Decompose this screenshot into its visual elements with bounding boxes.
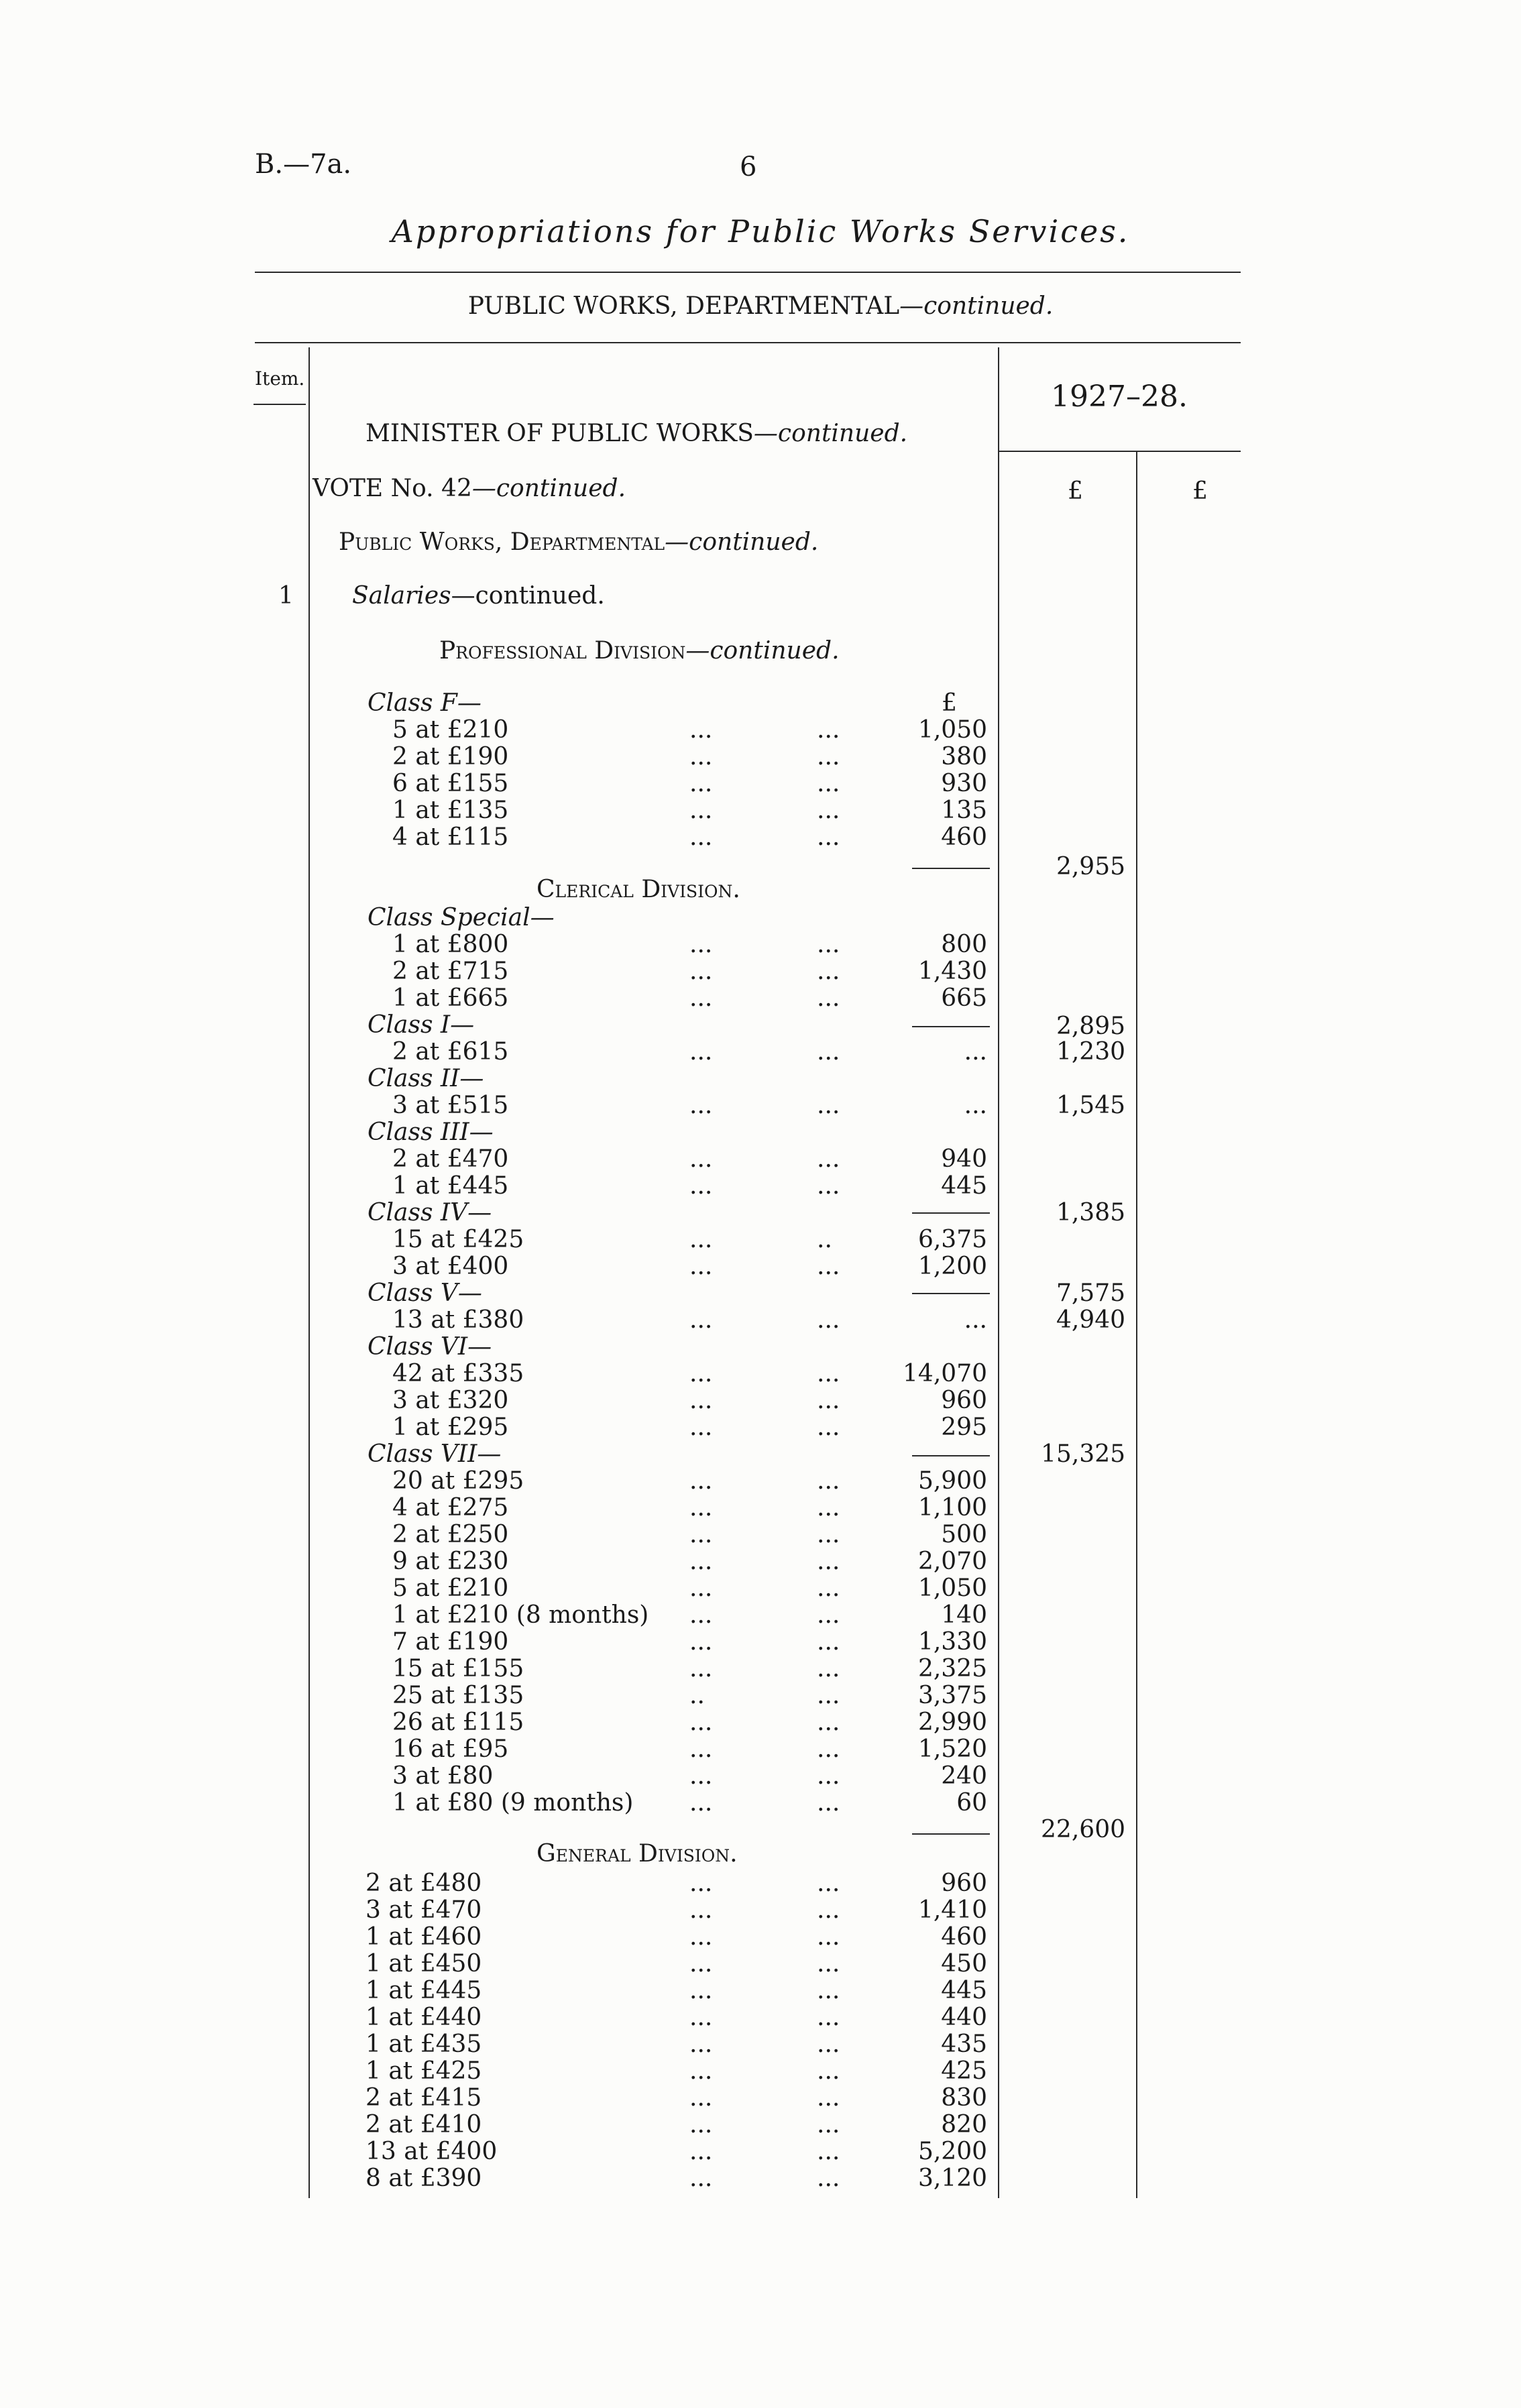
leader-dots: ... <box>689 1977 713 2004</box>
leader-dots: ... <box>817 823 840 851</box>
row-amount: 295 <box>941 1414 987 1441</box>
item-number: 1 <box>278 582 294 610</box>
row-description: 2 at £470 <box>392 1145 509 1173</box>
leader-dots: ... <box>689 1923 713 1951</box>
leader-dots: ... <box>689 1735 713 1763</box>
leader-dots: ... <box>817 2138 840 2165</box>
row-description: 2 at £190 <box>392 743 509 770</box>
leader-dots: ... <box>689 823 713 851</box>
table-row <box>0 1521 987 1548</box>
page-title: Appropriations for Public Works Services. <box>391 213 1130 249</box>
table-row <box>0 958 987 984</box>
row-amount: 435 <box>941 2030 987 2058</box>
table-row <box>0 1360 987 1387</box>
row-amount: 135 <box>941 797 987 824</box>
row-description: 8 at £390 <box>365 2165 482 2192</box>
table-row <box>0 1762 987 1789</box>
leader-dots: ... <box>817 770 840 797</box>
leader-dots: ... <box>817 1387 840 1414</box>
leader-dots: ... <box>689 2030 713 2058</box>
row-description: 1 at £800 <box>392 931 509 958</box>
leader-dots: ... <box>817 2030 840 2058</box>
row-description: 1 at £80 (9 months) <box>392 1789 634 1817</box>
class-label: Class III— <box>368 1119 494 1146</box>
sum-rule <box>912 868 990 869</box>
leader-dots: ... <box>817 1870 840 1897</box>
row-description: 3 at £80 <box>392 1762 494 1790</box>
row-amount: 960 <box>941 1387 987 1414</box>
pound-symbol: £ <box>942 689 957 717</box>
leader-dots: ... <box>817 1172 840 1200</box>
table-row <box>0 1092 987 1119</box>
leader-dots: ... <box>689 1038 713 1066</box>
table-row <box>0 797 987 823</box>
leader-dots: ... <box>689 1521 713 1548</box>
leader-dots: ... <box>817 1494 840 1522</box>
table-row <box>0 931 987 958</box>
doc-reference: B.—7a. <box>255 149 352 180</box>
table-row <box>0 770 987 797</box>
row-description: 3 at £400 <box>392 1253 509 1280</box>
leader-dots: ... <box>689 770 713 797</box>
leader-dots: ... <box>689 797 713 824</box>
year-header: 1927–28. <box>1051 380 1188 414</box>
subtotal-value: 15,325 <box>1041 1440 1125 1468</box>
leader-dots: ... <box>817 716 840 744</box>
class-label: Class IV— <box>368 1199 492 1226</box>
row-description: 3 at £470 <box>365 1896 482 1924</box>
leader-dots: ... <box>817 1467 840 1495</box>
leader-dots: ... <box>817 1414 840 1441</box>
table-row <box>0 1467 987 1494</box>
row-amount: 1,410 <box>917 1896 987 1924</box>
table-row <box>0 1387 987 1414</box>
leader-dots: ... <box>817 1762 840 1790</box>
leader-dots: ... <box>689 1467 713 1495</box>
subtotal-value: 1,385 <box>1056 1199 1125 1226</box>
table-row <box>0 2084 987 2111</box>
leader-dots: ... <box>689 2165 713 2192</box>
leader-dots: ... <box>689 1226 713 1253</box>
subtitle-main: PUBLIC WORKS, DEPARTMENTAL <box>467 292 900 320</box>
row-amount: 960 <box>941 1870 987 1897</box>
row-amount: 445 <box>941 1172 987 1200</box>
row-description: 1 at £665 <box>392 984 509 1012</box>
row-description: 1 at £135 <box>392 797 509 824</box>
leader-dots: ... <box>689 716 713 744</box>
row-amount: 830 <box>941 2084 987 2112</box>
leader-dots: ... <box>817 931 840 958</box>
table-row <box>0 2111 987 2138</box>
sum-rule <box>912 1293 990 1294</box>
class-label: Class VI— <box>368 1333 492 1361</box>
table-row <box>0 1038 987 1065</box>
leader-dots: ... <box>817 1628 840 1656</box>
row-description: 1 at £460 <box>365 1923 482 1951</box>
professional-division-heading: Professional Division—continued. <box>439 637 840 665</box>
leader-dots: ... <box>689 1494 713 1522</box>
year-header-rule <box>999 451 1241 452</box>
row-amount: 380 <box>941 743 987 770</box>
leader-dots: ... <box>689 1896 713 1924</box>
row-description: 1 at £435 <box>365 2030 482 2058</box>
row-description: 3 at £515 <box>392 1092 509 1119</box>
table-row <box>0 1172 987 1199</box>
row-amount: ... <box>964 1092 987 1119</box>
row-description: 15 at £425 <box>392 1226 524 1253</box>
leader-dots: ... <box>817 1574 840 1602</box>
vote-heading: VOTE No. 42—continued. <box>313 475 626 502</box>
class-label: Class II— <box>368 1065 484 1092</box>
row-amount: 1,520 <box>917 1735 987 1763</box>
row-description: 13 at £400 <box>365 2138 498 2165</box>
leader-dots: ... <box>689 1360 713 1387</box>
row-amount: 3,120 <box>917 2165 987 2192</box>
leader-dots: ... <box>689 1145 713 1173</box>
leader-dots: ... <box>817 1789 840 1817</box>
leader-dots: ... <box>689 1172 713 1200</box>
leader-dots: ... <box>817 2111 840 2138</box>
table-row <box>0 1601 987 1628</box>
row-amount: 6,375 <box>917 1226 987 1253</box>
row-description: 2 at £410 <box>365 2111 482 2138</box>
class-label: Class I— <box>368 1011 475 1039</box>
title-rule <box>255 272 1241 273</box>
leader-dots: ... <box>817 1682 840 1709</box>
table-row <box>0 1494 987 1521</box>
leader-dots: ... <box>689 2057 713 2085</box>
leader-dots: .. <box>817 1226 832 1253</box>
table-row <box>0 823 987 850</box>
subtotal-value: 22,600 <box>1041 1816 1125 1843</box>
row-description: 1 at £445 <box>392 1172 509 1200</box>
row-description: 1 at £450 <box>365 1950 482 1977</box>
table-row <box>0 1145 987 1172</box>
leader-dots: ... <box>817 984 840 1012</box>
row-description: 6 at £155 <box>392 770 509 797</box>
row-amount: 460 <box>941 823 987 851</box>
row-description: 25 at £135 <box>392 1682 524 1709</box>
row-description: 15 at £155 <box>392 1655 524 1682</box>
department-heading: Public Works, Departmental—continued. <box>339 528 819 556</box>
leader-dots: ... <box>689 2084 713 2112</box>
page-number: 6 <box>740 152 757 182</box>
sum-rule <box>912 1026 990 1027</box>
leader-dots: ... <box>817 1360 840 1387</box>
table-row <box>0 1977 987 2004</box>
row-amount: 3,375 <box>917 1682 987 1709</box>
leader-dots: ... <box>817 1092 840 1119</box>
subtotal-value: 4,940 <box>1056 1306 1125 1334</box>
row-description: 9 at £230 <box>392 1548 509 1575</box>
leader-dots: ... <box>817 1709 840 1736</box>
leader-dots: ... <box>689 2111 713 2138</box>
leader-dots: ... <box>817 1735 840 1763</box>
row-amount: 425 <box>941 2057 987 2085</box>
row-description: 1 at £445 <box>365 1977 482 2004</box>
table-row <box>0 1682 987 1709</box>
row-amount: 1,200 <box>917 1253 987 1280</box>
row-description: 42 at £335 <box>392 1360 524 1387</box>
table-row <box>0 1923 987 1950</box>
row-description: 20 at £295 <box>392 1467 524 1495</box>
row-amount: 1,100 <box>917 1494 987 1522</box>
row-description: 4 at £275 <box>392 1494 509 1522</box>
leader-dots: ... <box>817 1896 840 1924</box>
leader-dots: ... <box>817 1306 840 1334</box>
clerical-division-heading: Clerical Division. <box>537 876 740 903</box>
row-amount: 140 <box>941 1601 987 1629</box>
row-amount: ... <box>964 1038 987 1066</box>
table-row <box>0 1574 987 1601</box>
table-row <box>0 1253 987 1279</box>
leader-dots: ... <box>689 2138 713 2165</box>
leader-dots: ... <box>817 1655 840 1682</box>
leader-dots: ... <box>817 2057 840 2085</box>
table-row <box>0 1735 987 1762</box>
table-row <box>0 1414 987 1440</box>
leader-dots: ... <box>689 931 713 958</box>
row-amount: 445 <box>941 1977 987 2004</box>
row-description: 4 at £115 <box>392 823 509 851</box>
row-description: 5 at £210 <box>392 1574 509 1602</box>
leader-dots: ... <box>689 1387 713 1414</box>
table-row <box>0 1789 987 1816</box>
table-row <box>0 1709 987 1735</box>
subtotal-value: 2,955 <box>1056 853 1125 880</box>
leader-dots: ... <box>689 1548 713 1575</box>
subtotal-value: 1,545 <box>1056 1092 1125 1119</box>
table-row <box>0 1226 987 1253</box>
row-amount: 1,050 <box>917 716 987 744</box>
leader-dots: ... <box>817 1923 840 1951</box>
table-row <box>0 1548 987 1574</box>
leader-dots: ... <box>817 1977 840 2004</box>
row-amount: 1,430 <box>917 958 987 985</box>
row-description: 1 at £440 <box>365 2004 482 2031</box>
leader-dots: ... <box>689 743 713 770</box>
leader-dots: ... <box>689 984 713 1012</box>
leader-dots: ... <box>689 1950 713 1977</box>
table-row <box>0 2030 987 2057</box>
minister-heading: MINISTER OF PUBLIC WORKS—continued. <box>365 420 908 447</box>
table-top-rule <box>255 342 1241 343</box>
leader-dots: ... <box>689 1414 713 1441</box>
table-row <box>0 1655 987 1682</box>
row-amount: 460 <box>941 1923 987 1951</box>
row-amount: 440 <box>941 2004 987 2031</box>
item-header-rule <box>253 404 306 405</box>
row-amount: 930 <box>941 770 987 797</box>
leader-dots: ... <box>689 1092 713 1119</box>
leader-dots: ... <box>689 1253 713 1280</box>
table-row <box>0 2165 987 2191</box>
row-amount: 240 <box>941 1762 987 1790</box>
class-label: Class VII— <box>368 1440 502 1468</box>
row-amount: 450 <box>941 1950 987 1977</box>
table-row <box>0 2138 987 2165</box>
pound-header-b: £ <box>1192 477 1208 505</box>
row-description: 2 at £480 <box>365 1870 482 1897</box>
row-description: 7 at £190 <box>392 1628 509 1656</box>
desc-column-divider <box>998 347 999 2198</box>
leader-dots: ... <box>817 1548 840 1575</box>
row-amount: 940 <box>941 1145 987 1173</box>
row-description: 1 at £210 (8 months) <box>392 1601 649 1629</box>
row-amount: 800 <box>941 931 987 958</box>
row-description: 5 at £210 <box>392 716 509 744</box>
row-amount: 665 <box>941 984 987 1012</box>
row-description: 1 at £425 <box>365 2057 482 2085</box>
sum-rule <box>912 1455 990 1456</box>
leader-dots: ... <box>817 1038 840 1066</box>
sum-rule <box>912 1212 990 1214</box>
leader-dots: ... <box>689 1709 713 1736</box>
table-row <box>0 716 987 743</box>
leader-dots: ... <box>689 1870 713 1897</box>
leader-dots: ... <box>817 1521 840 1548</box>
row-amount: 2,325 <box>917 1655 987 1682</box>
leader-dots: ... <box>817 1950 840 1977</box>
leader-dots: ... <box>817 2004 840 2031</box>
pound-header-a: £ <box>1068 477 1083 505</box>
row-amount: 2,070 <box>917 1548 987 1575</box>
leader-dots: ... <box>817 1145 840 1173</box>
table-row <box>0 1870 987 1896</box>
row-amount: 2,990 <box>917 1709 987 1736</box>
leader-dots: ... <box>817 958 840 985</box>
row-description: 26 at £115 <box>392 1709 524 1736</box>
section-subtitle <box>0 292 1521 320</box>
row-amount: 5,200 <box>917 2138 987 2165</box>
row-amount: ... <box>964 1306 987 1334</box>
table-row <box>0 1896 987 1923</box>
leader-dots: ... <box>689 1628 713 1656</box>
leader-dots: ... <box>689 2004 713 2031</box>
row-description: 2 at £250 <box>392 1521 509 1548</box>
row-amount: 60 <box>956 1789 987 1817</box>
sum-rule <box>912 1833 990 1835</box>
class-label: Class F— <box>368 689 482 717</box>
subtotal-value: 1,230 <box>1056 1038 1125 1066</box>
class-label: Class V— <box>368 1279 482 1307</box>
leader-dots: ... <box>689 958 713 985</box>
leader-dots: ... <box>689 1574 713 1602</box>
table-row <box>0 743 987 770</box>
leader-dots: ... <box>689 1655 713 1682</box>
row-amount: 1,330 <box>917 1628 987 1656</box>
salaries-heading: Salaries—continued. <box>352 582 605 610</box>
subtitle-continued: —continued. <box>899 292 1054 320</box>
leader-dots: ... <box>817 2165 840 2192</box>
row-amount: 1,050 <box>917 1574 987 1602</box>
row-amount: 820 <box>941 2111 987 2138</box>
row-description: 2 at £615 <box>392 1038 509 1066</box>
row-amount: 5,900 <box>917 1467 987 1495</box>
row-description: 2 at £415 <box>365 2084 482 2112</box>
table-row <box>0 1628 987 1655</box>
table-row <box>0 1306 987 1333</box>
leader-dots: ... <box>817 2084 840 2112</box>
leader-dots: ... <box>817 1601 840 1629</box>
leader-dots: ... <box>817 1253 840 1280</box>
leader-dots: ... <box>689 1306 713 1334</box>
row-description: 13 at £380 <box>392 1306 524 1334</box>
leader-dots: ... <box>689 1789 713 1817</box>
row-amount: 500 <box>941 1521 987 1548</box>
table-row <box>0 984 987 1011</box>
class-label: Class Special— <box>368 904 555 931</box>
row-amount: 14,070 <box>903 1360 987 1387</box>
general-division-heading: General Division. <box>537 1840 738 1868</box>
subtotal-column-divider <box>1136 452 1137 2198</box>
row-description: 16 at £95 <box>392 1735 509 1763</box>
table-row <box>0 2057 987 2084</box>
leader-dots: ... <box>817 797 840 824</box>
table-row <box>0 2004 987 2030</box>
leader-dots: ... <box>817 743 840 770</box>
row-description: 2 at £715 <box>392 958 509 985</box>
table-row <box>0 1950 987 1977</box>
subtotal-value: 7,575 <box>1056 1279 1125 1307</box>
row-description: 1 at £295 <box>392 1414 509 1441</box>
leader-dots: ... <box>689 1601 713 1629</box>
subtotal-value: 2,895 <box>1056 1013 1125 1040</box>
item-column-header: Item. <box>255 367 305 390</box>
row-description: 3 at £320 <box>392 1387 509 1414</box>
leader-dots: .. <box>689 1682 705 1709</box>
leader-dots: ... <box>689 1762 713 1790</box>
